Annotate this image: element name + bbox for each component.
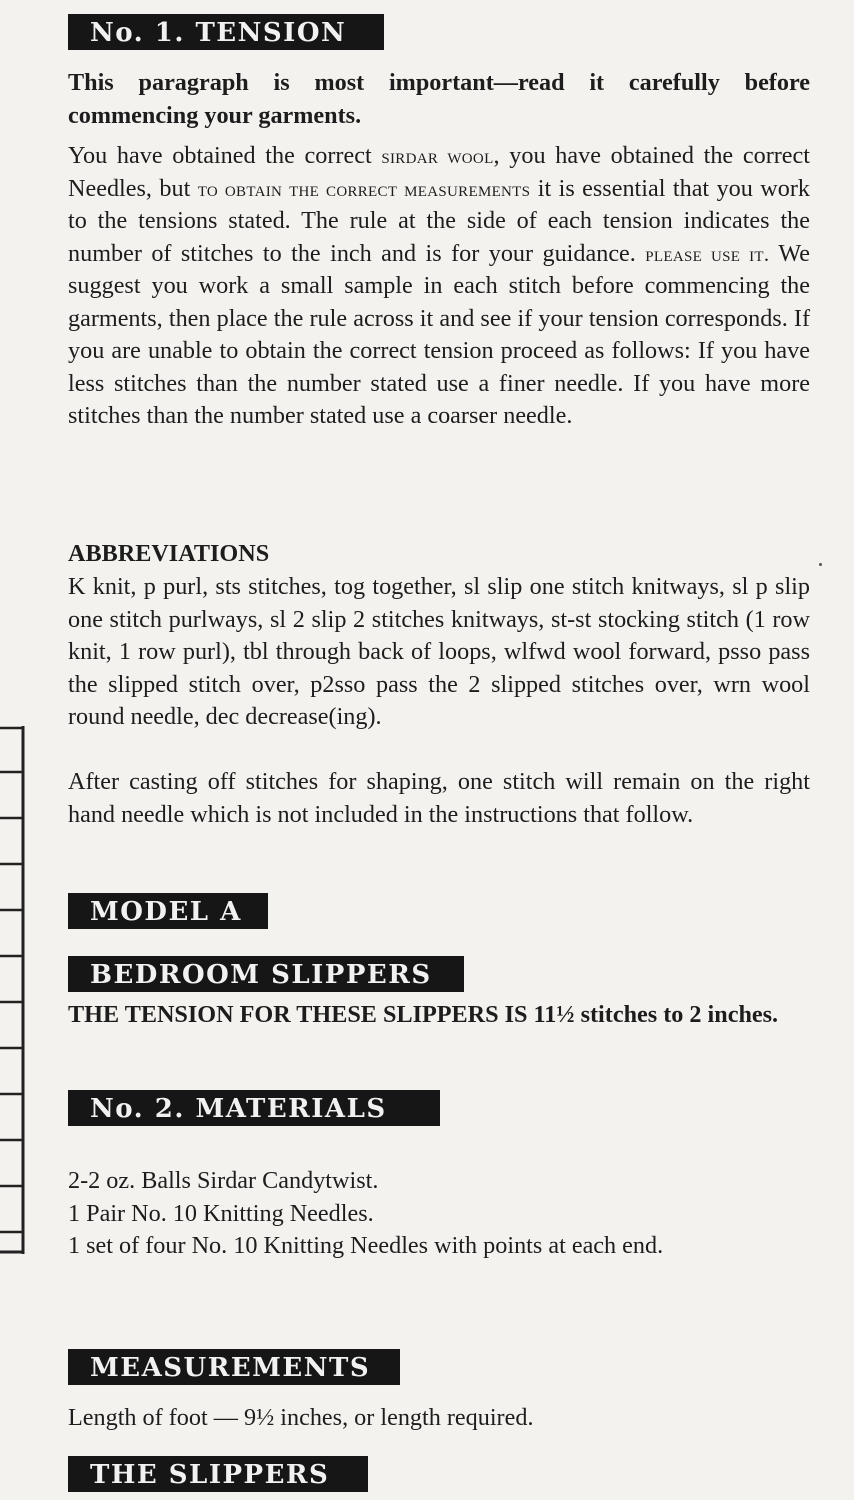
tension-text-2: , you have obtained the correct Needles, but — [68, 142, 810, 202]
tension-smallcaps-2: to obtain the correct measurements — [197, 176, 531, 201]
tension-intro: This paragraph is most important—read it carefully before commencing your garments. — [68, 69, 810, 129]
abbreviations-text: K knit, p purl, sts stitches, tog together, sl slip one stitch knitways, sl p slip one stitch purlways, sl 2 slip 2 stitches knitways, st-st stocking stitch (1 row knit, 1 row purl), tbl through back of loops, wlfwd wool forward, psso pass the slipped stitch over, p2sso pass the 2 slipped stitches over, wrn wool round needle, dec decrease(ing). — [68, 573, 810, 730]
tension-text-1: You have obtained the correct — [68, 142, 382, 169]
measurements-text: Length of foot — 9½ inches, or length required. — [68, 1404, 534, 1431]
materials-item: 1 set of four No. 10 Knitting Needles with points at each end. — [68, 1232, 664, 1259]
materials-heading: No. 2. MATERIALS — [68, 1090, 440, 1126]
casting-off-note: After casting off stitches for shaping, one stitch will remain on the right hand needle which is not included in the instructions that follow. — [68, 768, 810, 828]
tension-smallcaps-1: sirdar wool — [381, 144, 494, 168]
materials-item: 1 Pair No. 10 Knitting Needles. — [68, 1199, 374, 1227]
tension-text-4: We suggest you work a small sample in each stitch before commencing the garments, then place the rule across it and see if your tension corresponds. If you are unable to obtain the correct tension proceed as follows: If you have less stitches than the number stated use a finer needle. If you have more stitches than the number stated use a coarser needle. — [68, 239, 810, 429]
tension-smallcaps-3: please use it. — [645, 241, 770, 266]
measurements-heading: MEASUREMENTS — [68, 1349, 400, 1385]
slippers-heading: THE SLIPPERS — [68, 1456, 368, 1492]
abbreviations-heading: ABBREVIATIONS — [68, 540, 270, 567]
model-tension-note: THE TENSION FOR THESE SLIPPERS IS 11½ stitches to 2 inches. — [68, 1001, 779, 1028]
tension-heading: No. 1. TENSION — [68, 14, 384, 50]
tension-body — [68, 140, 810, 433]
materials-item: 2-2 oz. Balls Sirdar Candytwist. — [68, 1167, 379, 1194]
model-heading: MODEL A — [68, 893, 268, 929]
print-speck — [819, 563, 822, 566]
tension-rule — [0, 726, 26, 1254]
materials-list — [68, 1165, 810, 1263]
model-subheading: BEDROOM SLIPPERS — [68, 956, 464, 992]
tension-text-3: it is essential that you work to the tensions stated. The rule at the side of each tension indicates the number of stitches to the inch and is for your guidance. — [68, 174, 811, 267]
